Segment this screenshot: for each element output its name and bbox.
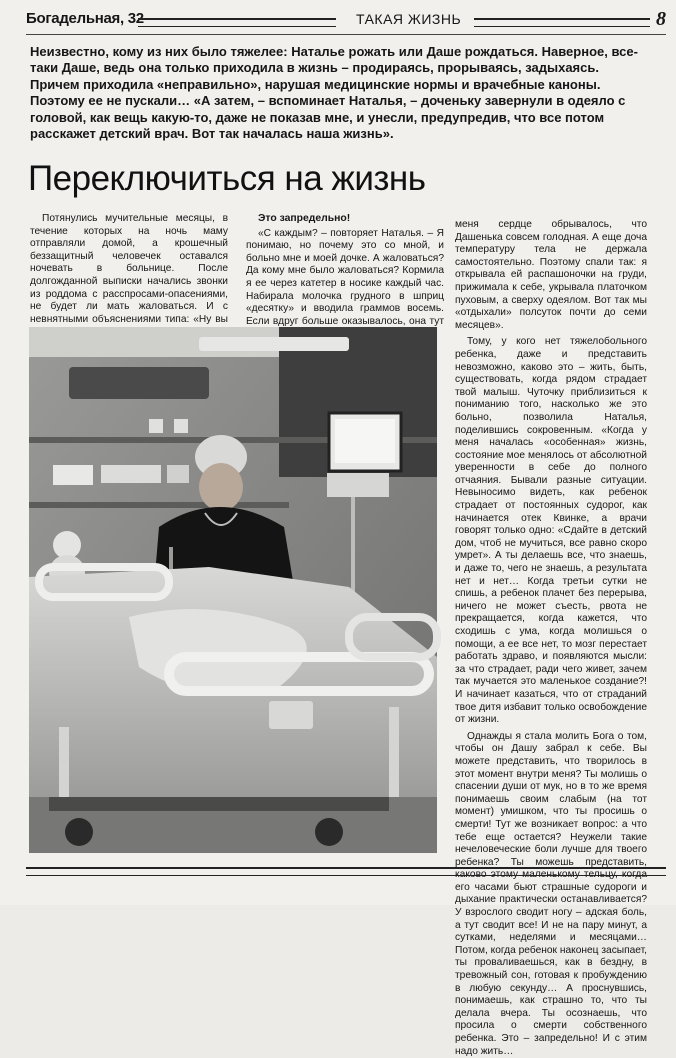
- paragraph: меня сердце обрывалось, что Дашенька совсем голодная. А еще доча температуру тела не держала самостоятельно. Поэтому спали так: я открывала ей распашоночки на груди, прижимала к себе, укрывала платочком пуховым, а сверху одеялом. Вот так мы «отдыхали» полсуток почти до семи месяцев».: [455, 219, 647, 331]
- section-title: ТАКАЯ ЖИЗНЬ: [356, 11, 462, 27]
- paragraph: Потянулись мучительные месяцы, в течение которых на ночь маму отправляли домой, а крошечный беззащитный человечек оставался ночевать в больнице. После долгожданной выписки начались звонки из роддома с расспросами-опасениями, не будет ли мать жаловаться. И с невнятными объяснениями типа: «Ну вы: [30, 213, 228, 325]
- hospital-photo: [29, 327, 437, 853]
- article-headline: Переключиться на жизнь: [28, 159, 426, 198]
- header-ornament-right: [474, 18, 650, 27]
- newspaper-name: Богадельная, 32: [26, 10, 144, 27]
- header-divider: [26, 34, 666, 35]
- lead-paragraph: Неизвестно, кому из них было тяжелее: Наталье рожать или Даше рождаться. Наверное, все-таки Даше, ведь она только приходила в жизнь – продираясь, прорываясь, задыхаясь. Причем приходила «неправильно», нарушая медицинские нормы и врачебные каноны. Поэтому ее не пускали… «А затем, – вспоминает Наталья, – доченьку завернули в одеяло с головой, как вещь какую-то, даже не показав мне, и унесли, предупредив, что все потом расскажет детский врач. Вот так началась наша жизнь».: [30, 44, 638, 142]
- paragraph: Тому, у кого нет тяжелобольного ребенка, даже и представить невозможно, каково это – жить, быть, существовать, когда рядом страдает твой малыш. Чуточку приблизиться к пониманию того, насколько же это больно, позволила Наталья, поделившись сокровенным. «Когда у меня началась «особенная» жизнь, состояние мое менялось от абсолютной уверенности в себе до полного отчаяния. Бывали разные ситуации. Невыносимо видеть, как ребенок страдает от постоянных судорог, как начинается отек Квинке, а врачи говорят только одно: «Сдайте в детский дом, чтоб не мучиться, все равно скоро умрет». А ты делаешь все, что знаешь, и даже то, чего не знаешь, а результата нет и нет… Когда третьи сутки не спишь, а ребенок плачет без перерыва, ничего не может съесть, рвота не прекращается, когда кажется, что сходишь с ума, когда молишься о помощи, а ее все нет, то мозг перестает работать здраво, и появляются мысли: за что страдает, ради чего живет, зачем так мучается это маленькое создание?! И начинает казаться, что от страданий твое дитя избавит только освобождение от жизни.: [455, 336, 647, 726]
- page-header: [26, 10, 666, 32]
- paragraph: Однажды я стала молить Бога о том, чтобы он Дашу забрал к себе. Вы можете представить, что творилось в этот момент внутри меня? Ты молишь о спасении души от мук, но в то же время понимаешь своим слабым (на тот момент) умишком, что ты просишь о смерти! Тут же возникает вопрос: а что тебе еще остается? Неужели такие нечеловеческие боли лучше для твоего ребенка? Ты можешь представить, каково этому маленькому тельцу, когда его часами бьют страшные судороги и дыхание практически останавливается? У взрослого сводит ногу – адская боль, а тут сводит все! И не на пару минут, а сутками, неделями и месяцами… Потом, когда ребенок наконец засыпает, ты проваливаешься, как в бездну, в тревожный сон, готовая к пробуждению в любую секунду… А проснувшись, понимаешь, как страшно то, что ты делала вчера. Ты осознаешь, что просила о смерти собственного ребенка. Это – запредельно! И с этим надо жить…: [455, 730, 647, 1057]
- subheading: Это запредельно!: [258, 213, 351, 224]
- page-number: 8: [656, 8, 666, 30]
- paragraph: «С каждым? – повторяет Наталья. – Я понимаю, но почему это со мной, и больно мне и моей дочке. А жаловаться? Да кому мне было жаловаться? Кормила я ее через катетер в носике каждый час. Набирала молочка грудного в шприц «десятку» и вводила граммов восемь. Если вдруг больше оказывалось, она тут: [246, 227, 444, 327]
- footer-ornament: [26, 867, 666, 876]
- header-ornament-left: [138, 18, 336, 27]
- hospital-photo-illustration: [29, 327, 437, 853]
- text-column-3: [455, 219, 647, 1058]
- text-column-2: [246, 213, 444, 341]
